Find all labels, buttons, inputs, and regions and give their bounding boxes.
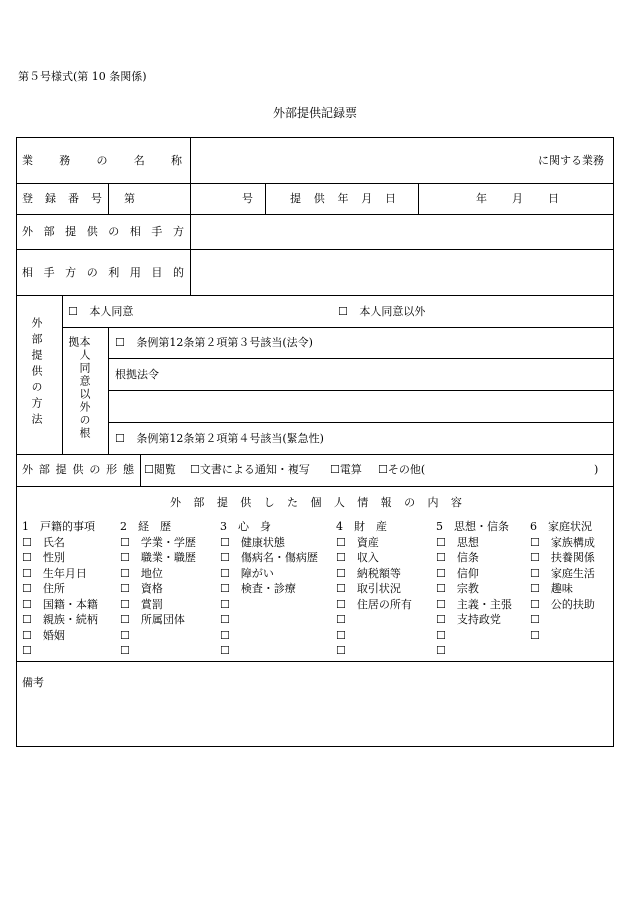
date-month: 月 [512, 192, 523, 205]
remarks-field[interactable] [22, 695, 608, 743]
remarks-label: 備考 [22, 676, 44, 689]
item-checkbox[interactable]: ☐ [436, 535, 446, 549]
category-column-3: 3 心 身 ☐ 健康状態 ☐ 傷病名・傷病歴 ☐ 障がい ☐ 検査・診療 ☐ ☐ ☐ ☐ [220, 520, 318, 657]
item-checkbox[interactable]: ☐ [120, 597, 130, 611]
category-title: 思想・信条 [454, 520, 509, 533]
item-checkbox[interactable]: ☐ [530, 535, 540, 549]
category-column-6: 6 家庭状況 ☐ 家族構成 ☐ 扶養関係 ☐ 家庭生活 ☐ 趣味 ☐ 公的扶助 ☐ ☐ [530, 520, 595, 642]
emergency-checkbox[interactable]: ☐ [115, 432, 125, 445]
basis-label: 本人同意以外の根拠 [67, 336, 91, 440]
item-checkbox[interactable]: ☐ [120, 551, 130, 564]
item-checkbox[interactable]: ☐ [22, 582, 32, 595]
item-checkbox[interactable]: ☐ [220, 613, 230, 626]
item-checkbox[interactable]: ☐ [22, 613, 32, 626]
item-checkbox[interactable]: ☐ [436, 613, 446, 626]
item-checkbox[interactable]: ☐ [436, 597, 446, 611]
item-checkbox[interactable]: ☐ [120, 613, 130, 626]
emergency-label: 条例第12条第２項第４号該当(緊急性) [136, 432, 324, 445]
item-checkbox[interactable]: ☐ [220, 566, 230, 580]
non-consent-label: 本人同意以外 [359, 305, 426, 318]
category-title: 家庭状況 [548, 520, 592, 533]
category-column-1: 1 戸籍的事項 ☐ 氏名 ☐ 性別 ☐ 生年月日 ☐ 住所 ☐ 国籍・本籍 ☐ 親族・続柄 ☐ 婚姻 ☐ [22, 520, 98, 657]
other-label: その他( [387, 463, 426, 476]
item-checkbox[interactable]: ☐ [220, 597, 230, 611]
provision-date-label: 提 供 年 月 日 [290, 192, 396, 205]
item-checkbox[interactable]: ☐ [220, 582, 230, 595]
item-checkbox[interactable]: ☐ [22, 535, 32, 549]
date-year: 年 [476, 192, 487, 205]
item-checkbox[interactable]: ☐ [120, 535, 130, 549]
item-checkbox[interactable]: ☐ [436, 628, 446, 642]
item-checkbox[interactable]: ☐ [22, 551, 32, 564]
item-checkbox[interactable]: ☐ [220, 551, 230, 564]
consent-checkbox[interactable]: ☐ [68, 305, 78, 318]
purpose-label: 相 手 方 の 利 用 目 的 [22, 266, 184, 279]
category-title: 戸籍的事項 [40, 520, 95, 533]
category-title: 経 歴 [138, 520, 171, 533]
other-close-paren: ) [594, 463, 599, 476]
computer-checkbox[interactable]: ☐ [330, 463, 340, 476]
item-checkbox[interactable]: ☐ [120, 644, 130, 657]
reg-number-label: 登 録 番 号 [22, 192, 102, 205]
date-day: 日 [548, 192, 559, 205]
item-checkbox[interactable]: ☐ [530, 628, 540, 642]
item-checkbox[interactable]: ☐ [530, 566, 540, 580]
item-checkbox[interactable]: ☐ [22, 566, 32, 580]
item-checkbox[interactable]: ☐ [436, 566, 446, 580]
business-name-label: 業 務 の 名 称 [22, 154, 182, 167]
item-checkbox[interactable]: ☐ [436, 644, 446, 657]
notice-checkbox[interactable]: ☐ [190, 463, 200, 476]
reg-number-suffix: 号 [242, 192, 253, 205]
computer-label: 電算 [339, 463, 362, 476]
item-checkbox[interactable]: ☐ [120, 628, 130, 642]
consent-label: 本人同意 [89, 305, 134, 318]
item-checkbox[interactable]: ☐ [220, 644, 230, 657]
document-title: 外部提供記録票 [272, 106, 357, 120]
category-column-5: 5 思想・信条 ☐ 思想 ☐ 信条 ☐ 信仰 ☐ 宗教 ☐ 主義・主張 ☐ 支持政党 ☐ ☐ [436, 520, 512, 657]
personal-info-heading: 外 部 提 供 し た 個 人 情 報 の 内 容 [170, 496, 462, 509]
method-label: 外部提供の方法 [30, 317, 43, 429]
item-checkbox[interactable]: ☐ [336, 551, 346, 564]
other-checkbox[interactable]: ☐ [378, 463, 388, 476]
item-checkbox[interactable]: ☐ [336, 613, 346, 626]
law-basis-label: 条例第12条第２項第３号該当(法令) [136, 336, 313, 349]
form-number: 第５号様式(第 10 条関係) [18, 70, 147, 83]
notice-label: 文書による通知・複写 [199, 463, 310, 476]
business-name-suffix: に関する業務 [538, 154, 604, 167]
category-column-4: 4 財 産 ☐ 資産 ☐ 収入 ☐ 納税額等 ☐ 取引状況 ☐ 住居の所有 ☐ ☐ ☐ [336, 520, 412, 657]
basis-law-label: 根拠法令 [115, 368, 159, 381]
item-checkbox[interactable]: ☐ [530, 551, 540, 564]
item-checkbox[interactable]: ☐ [336, 628, 346, 642]
item-checkbox[interactable]: ☐ [530, 597, 540, 611]
reg-number-prefix: 第 [124, 192, 135, 205]
viewing-checkbox[interactable]: ☐ [144, 463, 154, 476]
recipient-label: 外 部 提 供 の 相 手 方 [22, 225, 184, 238]
category-title: 心 身 [238, 520, 271, 533]
item-checkbox[interactable]: ☐ [436, 551, 446, 564]
item-checkbox[interactable]: ☐ [22, 644, 32, 657]
item-checkbox[interactable]: ☐ [120, 566, 130, 580]
item-checkbox[interactable]: ☐ [336, 566, 346, 580]
item-checkbox[interactable]: ☐ [336, 597, 346, 611]
item-checkbox[interactable]: ☐ [530, 582, 540, 595]
item-checkbox[interactable]: ☐ [22, 628, 32, 642]
item-checkbox[interactable]: ☐ [22, 597, 32, 611]
category-title: 財 産 [354, 520, 387, 533]
law-basis-checkbox[interactable]: ☐ [115, 336, 125, 349]
viewing-label: 閲覧 [153, 463, 176, 476]
item-checkbox[interactable]: ☐ [530, 613, 540, 626]
non-consent-checkbox[interactable]: ☐ [338, 305, 348, 318]
item-checkbox[interactable]: ☐ [120, 582, 130, 595]
item-checkbox[interactable]: ☐ [220, 535, 230, 549]
item-checkbox[interactable]: ☐ [336, 535, 346, 549]
item-checkbox[interactable]: ☐ [336, 644, 346, 657]
category-column-2: 2 経 歴 ☐ 学業・学歴 ☐ 職業・職歴 ☐ 地位 ☐ 資格 ☐ 賞罰 ☐ 所属団体 ☐ ☐ [120, 520, 196, 657]
item-checkbox[interactable]: ☐ [336, 582, 346, 595]
item-checkbox[interactable]: ☐ [220, 628, 230, 642]
form-row-label: 外 部 提 供 の 形 態 [22, 463, 134, 476]
item-checkbox[interactable]: ☐ [436, 582, 446, 595]
